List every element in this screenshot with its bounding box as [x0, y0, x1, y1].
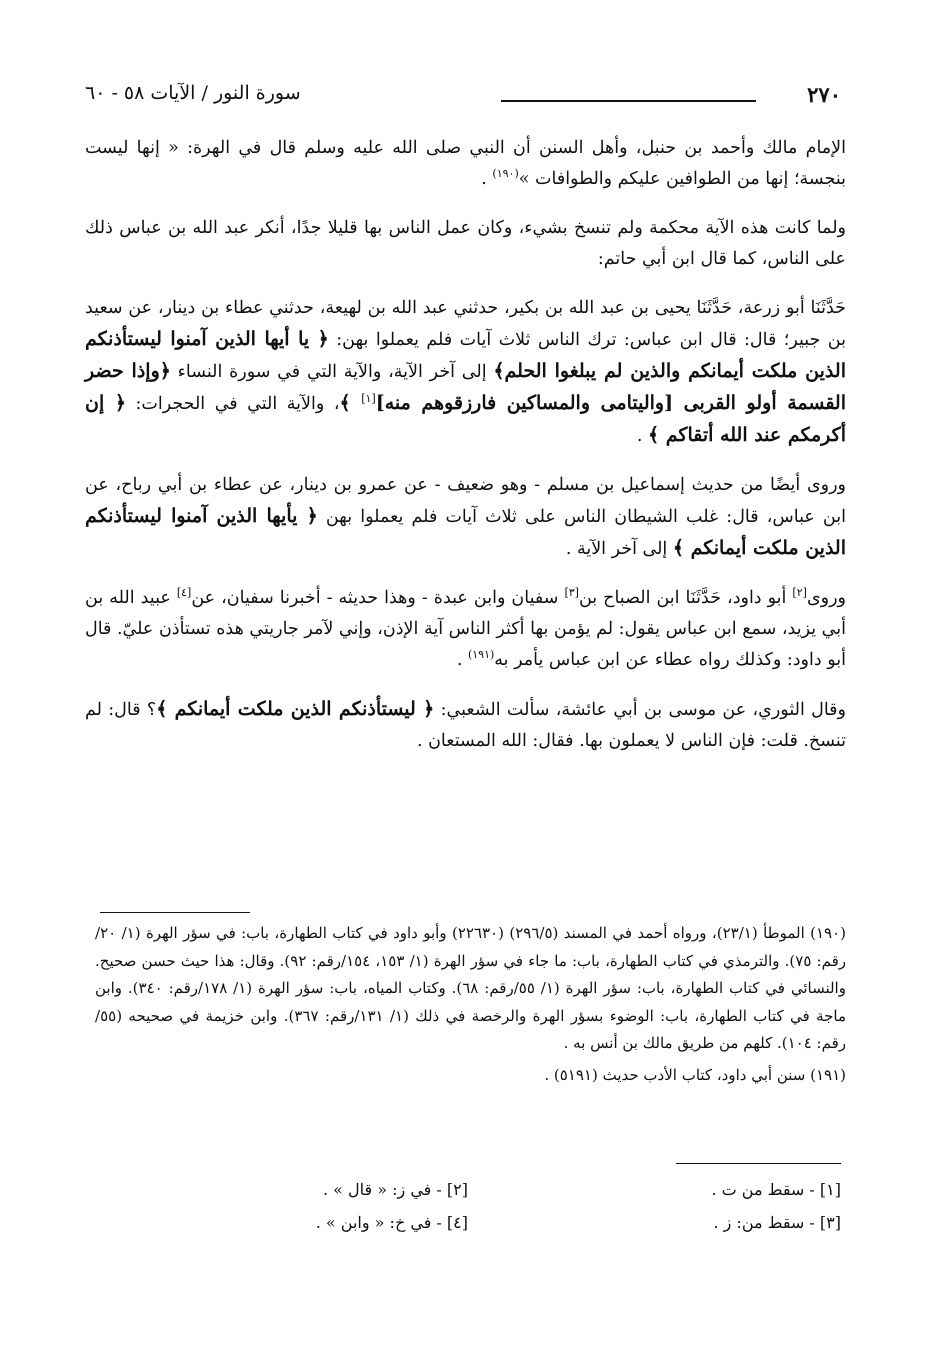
variant-ref: [٣] [564, 586, 579, 600]
footnote-separator [100, 912, 250, 913]
variant-notes-row [95, 1180, 841, 1213]
variant-ref: [١] [361, 392, 376, 406]
footnote-191: (١٩١) سنن أبي داود، كتاب الأدب حديث (٥١٩١) . [544, 1065, 846, 1084]
paragraph-3 [85, 293, 846, 452]
footnote-ref: (١٩٠) [492, 167, 519, 181]
paragraph-text: عبيد الله بن أبي يزيد، سمع ابن عباس يقول: لم يؤمن بها أكثر الناس آية الإذن، وإني لآمر جاريتي هذه تستأذن عليّ. قال أبو داود: وكذلك رواه عطاء عن ابن عباس يأمر به [85, 588, 846, 670]
paragraph-1 [85, 133, 846, 195]
variant-notes [95, 1180, 841, 1246]
quran-quote-end: ﴾ [339, 392, 362, 414]
variant-note-4: [٤] - في خ: « وابن » . [315, 1213, 468, 1232]
page-number: ٢٧٠ [807, 82, 841, 107]
paragraph-text: . [456, 650, 468, 670]
paragraph-6 [85, 694, 846, 757]
quran-quote: ﴿وإذا حضر القسمة أولو القربى [واليتامى والمساكين فارزقوهم منه] [85, 360, 846, 414]
paragraph-5 [85, 583, 846, 676]
paragraph-text: حَدَّثَنَا أبو زرعة، حَدَّثَنَا يحيى بن عبد الله بن بكير، حدثني عبد الله بن لهيعة، حدثني عطاء بن دينار، عن سعيد بن جبير؛ قال: قال ابن عباس: ترك الناس ثلاث آيات فلم يعملوا بهن: [85, 298, 846, 350]
paragraph-text: ، والآية التي في الحجرات: [125, 394, 340, 414]
paragraph-text: سفيان وابن عبدة - وهذا حديثه - أخبرنا سفيان، عن [191, 588, 565, 608]
page-header [85, 82, 841, 112]
variant-note-1: [١] - سقط من ت . [711, 1180, 841, 1199]
running-title: سورة النور / الآيات ٥٨ - ٦٠ [85, 82, 301, 104]
main-text [85, 133, 846, 775]
paragraph-text: . [481, 169, 493, 189]
paragraph-4 [85, 470, 846, 565]
quran-quote: ﴿ يأيها الذين آمنوا ليستأذنكم الذين ملكت أيمانكم ﴾ [85, 505, 846, 559]
footnotes [95, 920, 846, 1093]
variant-note-3: [٣] - سقط من: ز . [713, 1213, 841, 1232]
variant-notes-separator [676, 1163, 841, 1164]
paragraph-text: وروى أيضًا من حديث إسماعيل بن مسلم - وهو ضعيف - عن عمرو بن دينار، عن عطاء بن أبي رباح، عن ابن عباس، قال: غلب الشيطان الناس على ثلاث آيات فلم يعملوا بهن [85, 475, 846, 527]
paragraph-2: ولما كانت هذه الآية محكمة ولم تنسخ بشيء، وكان عمل الناس بها قليلا جدًا، أنكر عبد الله بن عباس ذلك على الناس، كما قال ابن أبي حاتم: [85, 218, 846, 269]
paragraph-text: الإمام مالك وأحمد بن حنبل، وأهل السنن أن النبي صلى الله عليه وسلم قال في الهرة: « إنها ليست بنجسة؛ إنها من الطوافين عليكم والطوافات » [85, 138, 846, 189]
variant-note-2: [٢] - في ز: « قال » . [322, 1180, 468, 1199]
footnote-ref: (١٩١) [467, 648, 495, 662]
variant-ref: [٤] [176, 586, 192, 600]
paragraph-text: . [636, 426, 649, 446]
variant-notes-row [95, 1213, 841, 1246]
paragraph-text: إلى آخر الآية، والآية التي في سورة النساء [170, 362, 494, 382]
quran-quote: ﴿ يا أيها الذين آمنوا ليستأذنكم الذين ملكت أيمانكم والذين لم يبلغوا الحلم﴾ [85, 328, 846, 382]
paragraph-text: أبو داود، حَدَّثَنَا ابن الصباح بن [578, 588, 793, 608]
paragraph-text: وروى [806, 588, 846, 608]
paragraph-text: وقال الثوري، عن موسى بن أبي عائشة، سألت الشعبي: [434, 700, 846, 720]
footnote-190: (١٩٠) الموطأ (٢٣/١)، ورواه أحمد في المسند (٢٩٦/٥) (٢٢٦٣٠) وأبو داود في كتاب الطهارة، باب: في سؤر الهرة (١/ ٢٠/رقم: ٧٥). والترمذي في كتاب الطهارة، باب: ما جاء في سؤر الهرة (١/ ١٥٣، ١٥٤/رقم: ٩٢). وقال: هذا حيث حسن صحيح. والنسائي في كتاب الطهارة، باب: سؤر الهرة (١/ ٥٥/رقم: ٦٨). وكتاب المياه، باب: سؤر الهرة (١/ ١٧٨/رقم: ٣٤٠). وابن ماجة في كتاب الطهارة، باب: الوضوء بسؤر الهرة والرخصة في ذلك (١/ ١٣١/رقم: ٣٦٧). وابن خزيمة في صحيحه (٥٥/رقم: ١٠٤). كلهم من طريق مالك بن أنس به . [95, 924, 847, 1052]
variant-ref: [٢] [792, 586, 807, 600]
quran-quote: ﴿ إن أكرمكم عند الله أتقاكم ﴾ [85, 392, 846, 446]
paragraph-text: إلى آخر الآية . [565, 539, 673, 559]
quran-quote: ﴿ ليستأذنكم الذين ملكت أيمانكم ﴾ [156, 698, 435, 720]
header-rule [501, 100, 756, 102]
paragraph-text: ؟ قال: لم تنسخ. قلت: فإن الناس لا يعملون بها. فقال: الله المستعان . [85, 700, 846, 751]
